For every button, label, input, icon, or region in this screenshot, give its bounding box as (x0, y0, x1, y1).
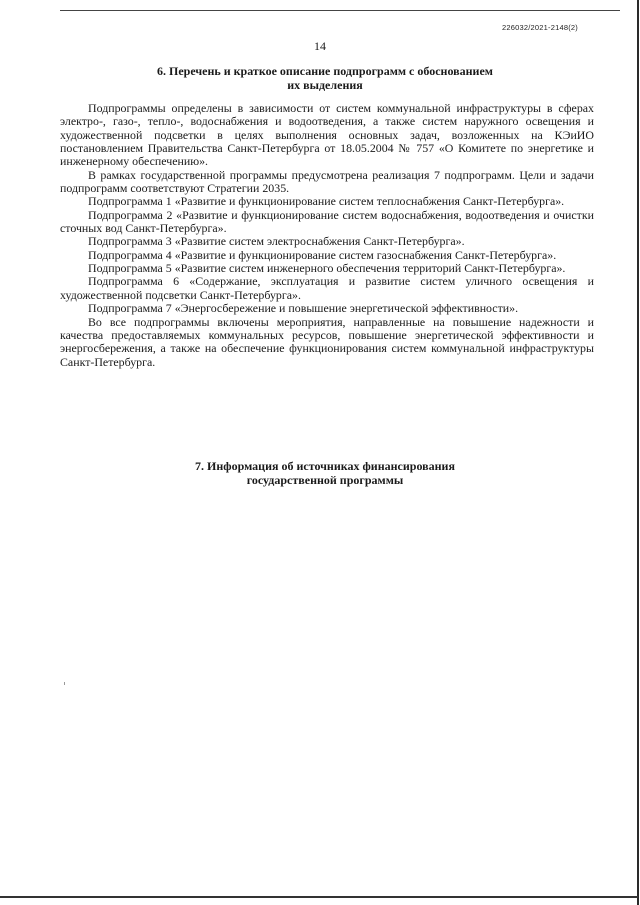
paragraph-subprogram-5: Подпрограмма 5 «Развитие систем инженерного обеспечения территорий Санкт-Петербурга». (88, 261, 566, 276)
scan-edge-bottom (0, 896, 638, 898)
section-6-title (60, 65, 590, 92)
paragraph-subprogram-3: Подпрограмма 3 «Развитие систем электроснабжения Санкт-Петербурга». (88, 234, 465, 249)
paragraph-subprogram-1: Подпрограмма 1 «Развитие и функционирование систем теплоснабжения Санкт-Петербурга». (88, 194, 565, 209)
paragraph-subprograms-count: В рамках государственной программы предусмотрена реализация 7 подпрограмм. Цели и задачи подпрограмм соответствуют Стратегии 2035. (60, 167, 594, 196)
section-6-title-line-1: 6. Перечень и краткое описание подпрограмм с обоснованием (157, 64, 493, 78)
scan-edge-right (637, 0, 639, 905)
section-7-title (60, 460, 590, 487)
scan-speck (64, 682, 65, 685)
section-6-body (60, 102, 594, 369)
scan-edge-top (60, 10, 620, 11)
document-code: 226032/2021-2148(2) (502, 23, 578, 32)
section-7-title-line-1: 7. Информация об источниках финансирования (195, 459, 455, 473)
section-6-title-line-2: их выделения (287, 77, 363, 92)
paragraph-subprograms-measures: Во все подпрограммы включены мероприятия, направленные на повышение надежности и качества предоставляемых коммунальных ресурсов, повышение энергетической эффективности и энергосбережения, а также на обеспечение функционирования систем коммунальной инфраструктуры Санкт-Петербурга. (60, 314, 594, 369)
paragraph-subprogram-2: Подпрограмма 2 «Развитие и функционирование систем водоснабжения, водоотведения и очистки сточных вод Санкт-Петербурга». (60, 207, 594, 236)
paragraph-subprogram-7: Подпрограмма 7 «Энергосбережение и повышение энергетической эффективности». (88, 301, 519, 316)
paragraph-subprogram-4: Подпрограмма 4 «Развитие и функционирование систем газоснабжения Санкт-Петербурга». (88, 247, 557, 262)
page-number: 14 (314, 39, 326, 53)
paragraph-subprograms-basis: Подпрограммы определены в зависимости от систем коммунальной инфраструктуры в сферах электро-, газо-, тепло-, водоснабжения и водоотведения, а также систем наружного освещения и художественной подсветки в целях выполнения основных задач, возложенных на КЭиИО постановлением Правительства Санкт-Петербурга от 18.05.2004 № 757 «О Комитете по энергетике и инженерному обеспечению». (60, 101, 594, 169)
paragraph-subprogram-6: Подпрограмма 6 «Содержание, эксплуатация и развитие систем уличного освещения и художественной подсветки Санкт-Петербурга». (60, 274, 594, 302)
section-7-title-line-2: государственной программы (246, 472, 404, 487)
